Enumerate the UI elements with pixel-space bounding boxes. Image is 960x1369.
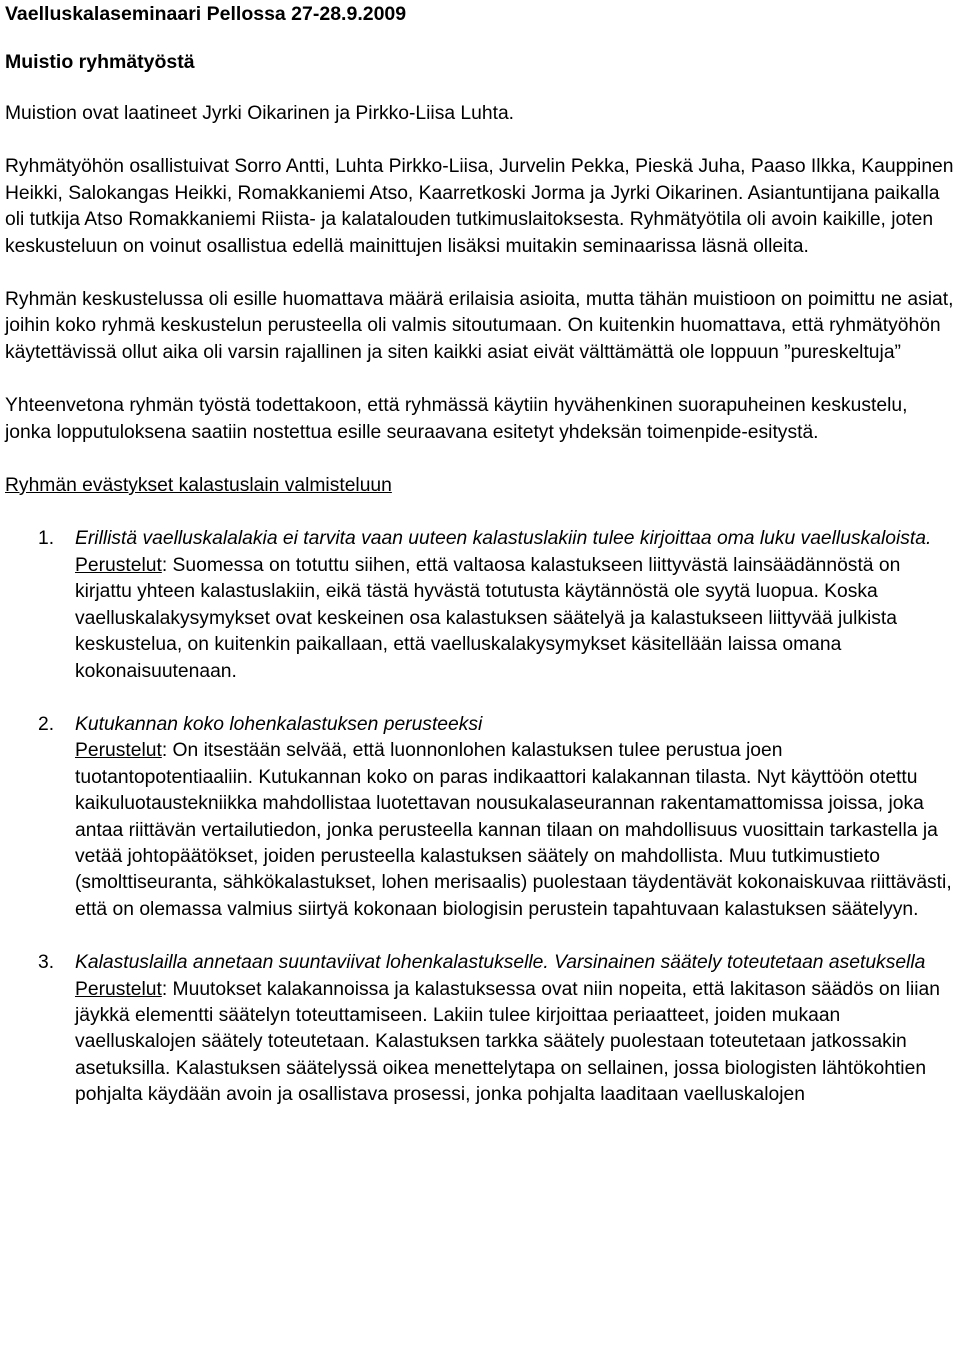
discussion-paragraph: Ryhmän keskustelussa oli esille huomattava määrä erilaisia asioita, mutta tähän muistioon on poimittu ne asiat, joihin koko ryhmä keskustelun perusteella oli valmis sitoutumaan. On kuitenkin huomattava, että ryhmätyöhön käytettävissä ollut aika oli varsin rajallinen ja siten kaikki asiat eivät välttämättä ole loppuun ”pureskeltuja” (5, 289, 954, 363)
document-title: Vaelluskalaseminaari Pellossa 27-28.9.2009 (5, 3, 407, 25)
item-label: Perustelut (75, 740, 162, 762)
item-label: Perustelut (75, 554, 162, 576)
section-title: Ryhmän evästykset kalastuslain valmisteluun (5, 475, 392, 497)
list-item (5, 950, 955, 1108)
item-number: 1. (38, 528, 55, 550)
list-item (5, 712, 955, 923)
authors-line: Muistion ovat laatineet Jyrki Oikarinen ja Pirkko-Liisa Luhta. (5, 103, 515, 124)
participants-paragraph: Ryhmätyöhön osallistuivat Sorro Antti, Luhta Pirkko-Liisa, Jurvelin Pekka, Pieskä Juha, Paaso Ilkka, Kauppinen Heikki, Salokangas Heikki, Romakkaniemi Atso, Kaarretkoski Jorma ja Jyrki Oikarinen. Asiantuntijana paikalla oli tutkija Atso Romakkaniemi Riista- ja kalatalouden tutkimuslaitoksesta. Ryhmätyötila oli avoin kaikille, joten keskusteluun on voinut osallistua edellä mainittujen lisäksi muitakin seminaarissa läsnä olleita. (5, 156, 954, 257)
item-number: 2. (38, 713, 55, 735)
summary-paragraph: Yhteenvetona ryhmän työstä todettakoon, että ryhmässä käytiin hyvähenkinen suorapuheinen keskustelu, jonka lopputuloksena saatiin nostettua esille seuraavana esitetyt yhdeksän toimenpide-esitystä. (5, 395, 908, 443)
item-text: : Suomessa on totuttu siihen, että valtaosa kalastukseen liittyvästä lainsäädännöstä on kirjattu yhteen kalastuslakiin, eikä tästä hyvästä totutusta käytännöstä ole syytä luopua. Koska vaelluskalakysymykset ovat keskeinen osa kalastuksen säätelyä ja kalastukseen liittyvää julkista keskustelua, on kuitenkin paikallaan, että vaelluskalakysymykset käsitellään laissa omana kokonaisuutenaan. (75, 554, 901, 682)
item-text: : On itsestään selvää, että luonnonlohen kalastuksen tulee perustua joen tuotantopotentiaaliin. Kutukannan koko on paras indikaattori kalakannan tilasta. Nyt käyttöön otettu kaikuluotaustekniikka mahdollistaa luotettavan nousukalaseurannan rakentamattomissa joissa, joka antaa riittävän vertailutiedon, jonka perusteella kannan tilaan on mahdollisuus vuosittain tarkastella ja vetää johtopäätökset, joiden perusteella kalastuksen säätely on mahdollista. Muu tutkimustieto (smolttiseuranta, sähkökalastukset, lohen merisaalis) puolestaan täydentävät kokonaiskuvaa riittävästi, että on olemassa valmius siirtyä kokonaan biologisin perustein tapahtuvaan kalastuksen säätelyyn. (75, 740, 952, 920)
item-number: 3. (38, 952, 55, 974)
recommendation-list (5, 526, 955, 1108)
document-subtitle: Muistio ryhmätyöstä (5, 51, 195, 73)
document-page (5, 0, 955, 1136)
item-text: : Muutokset kalakannoissa ja kalastuksessa ovat niin nopeita, että lakitason säädös on liian jäykkä elementti säätelyn toteuttamiseen. Lakiin tulee kirjoittaa periaatteet, joiden mukaan vaelluskalojen säätely toteutetaan. Kalastuksen tarkka säätely puolestaan toteutetaan jatkossakin asetuksilla. Kalastuksen säätelyssä oikea menettelytapa on sellainen, jossa biologisten lähtökohtien pohjalta käydään avoin ja osallistava prosessi, jonka pohjalta laaditaan vaelluskalojen (75, 978, 940, 1106)
item-title: Kalastuslailla annetaan suuntaviivat lohenkalastukselle. Varsinainen säätely toteutetaan asetuksella (75, 952, 926, 974)
item-title: Kutukannan koko lohenkalastuksen perusteeksi (75, 713, 483, 735)
item-title: Erillistä vaelluskalalakia ei tarvita vaan uuteen kalastuslakiin tulee kirjoittaa oma luku vaelluskaloista. (75, 528, 932, 550)
list-item (5, 526, 955, 684)
item-label: Perustelut (75, 978, 162, 1000)
